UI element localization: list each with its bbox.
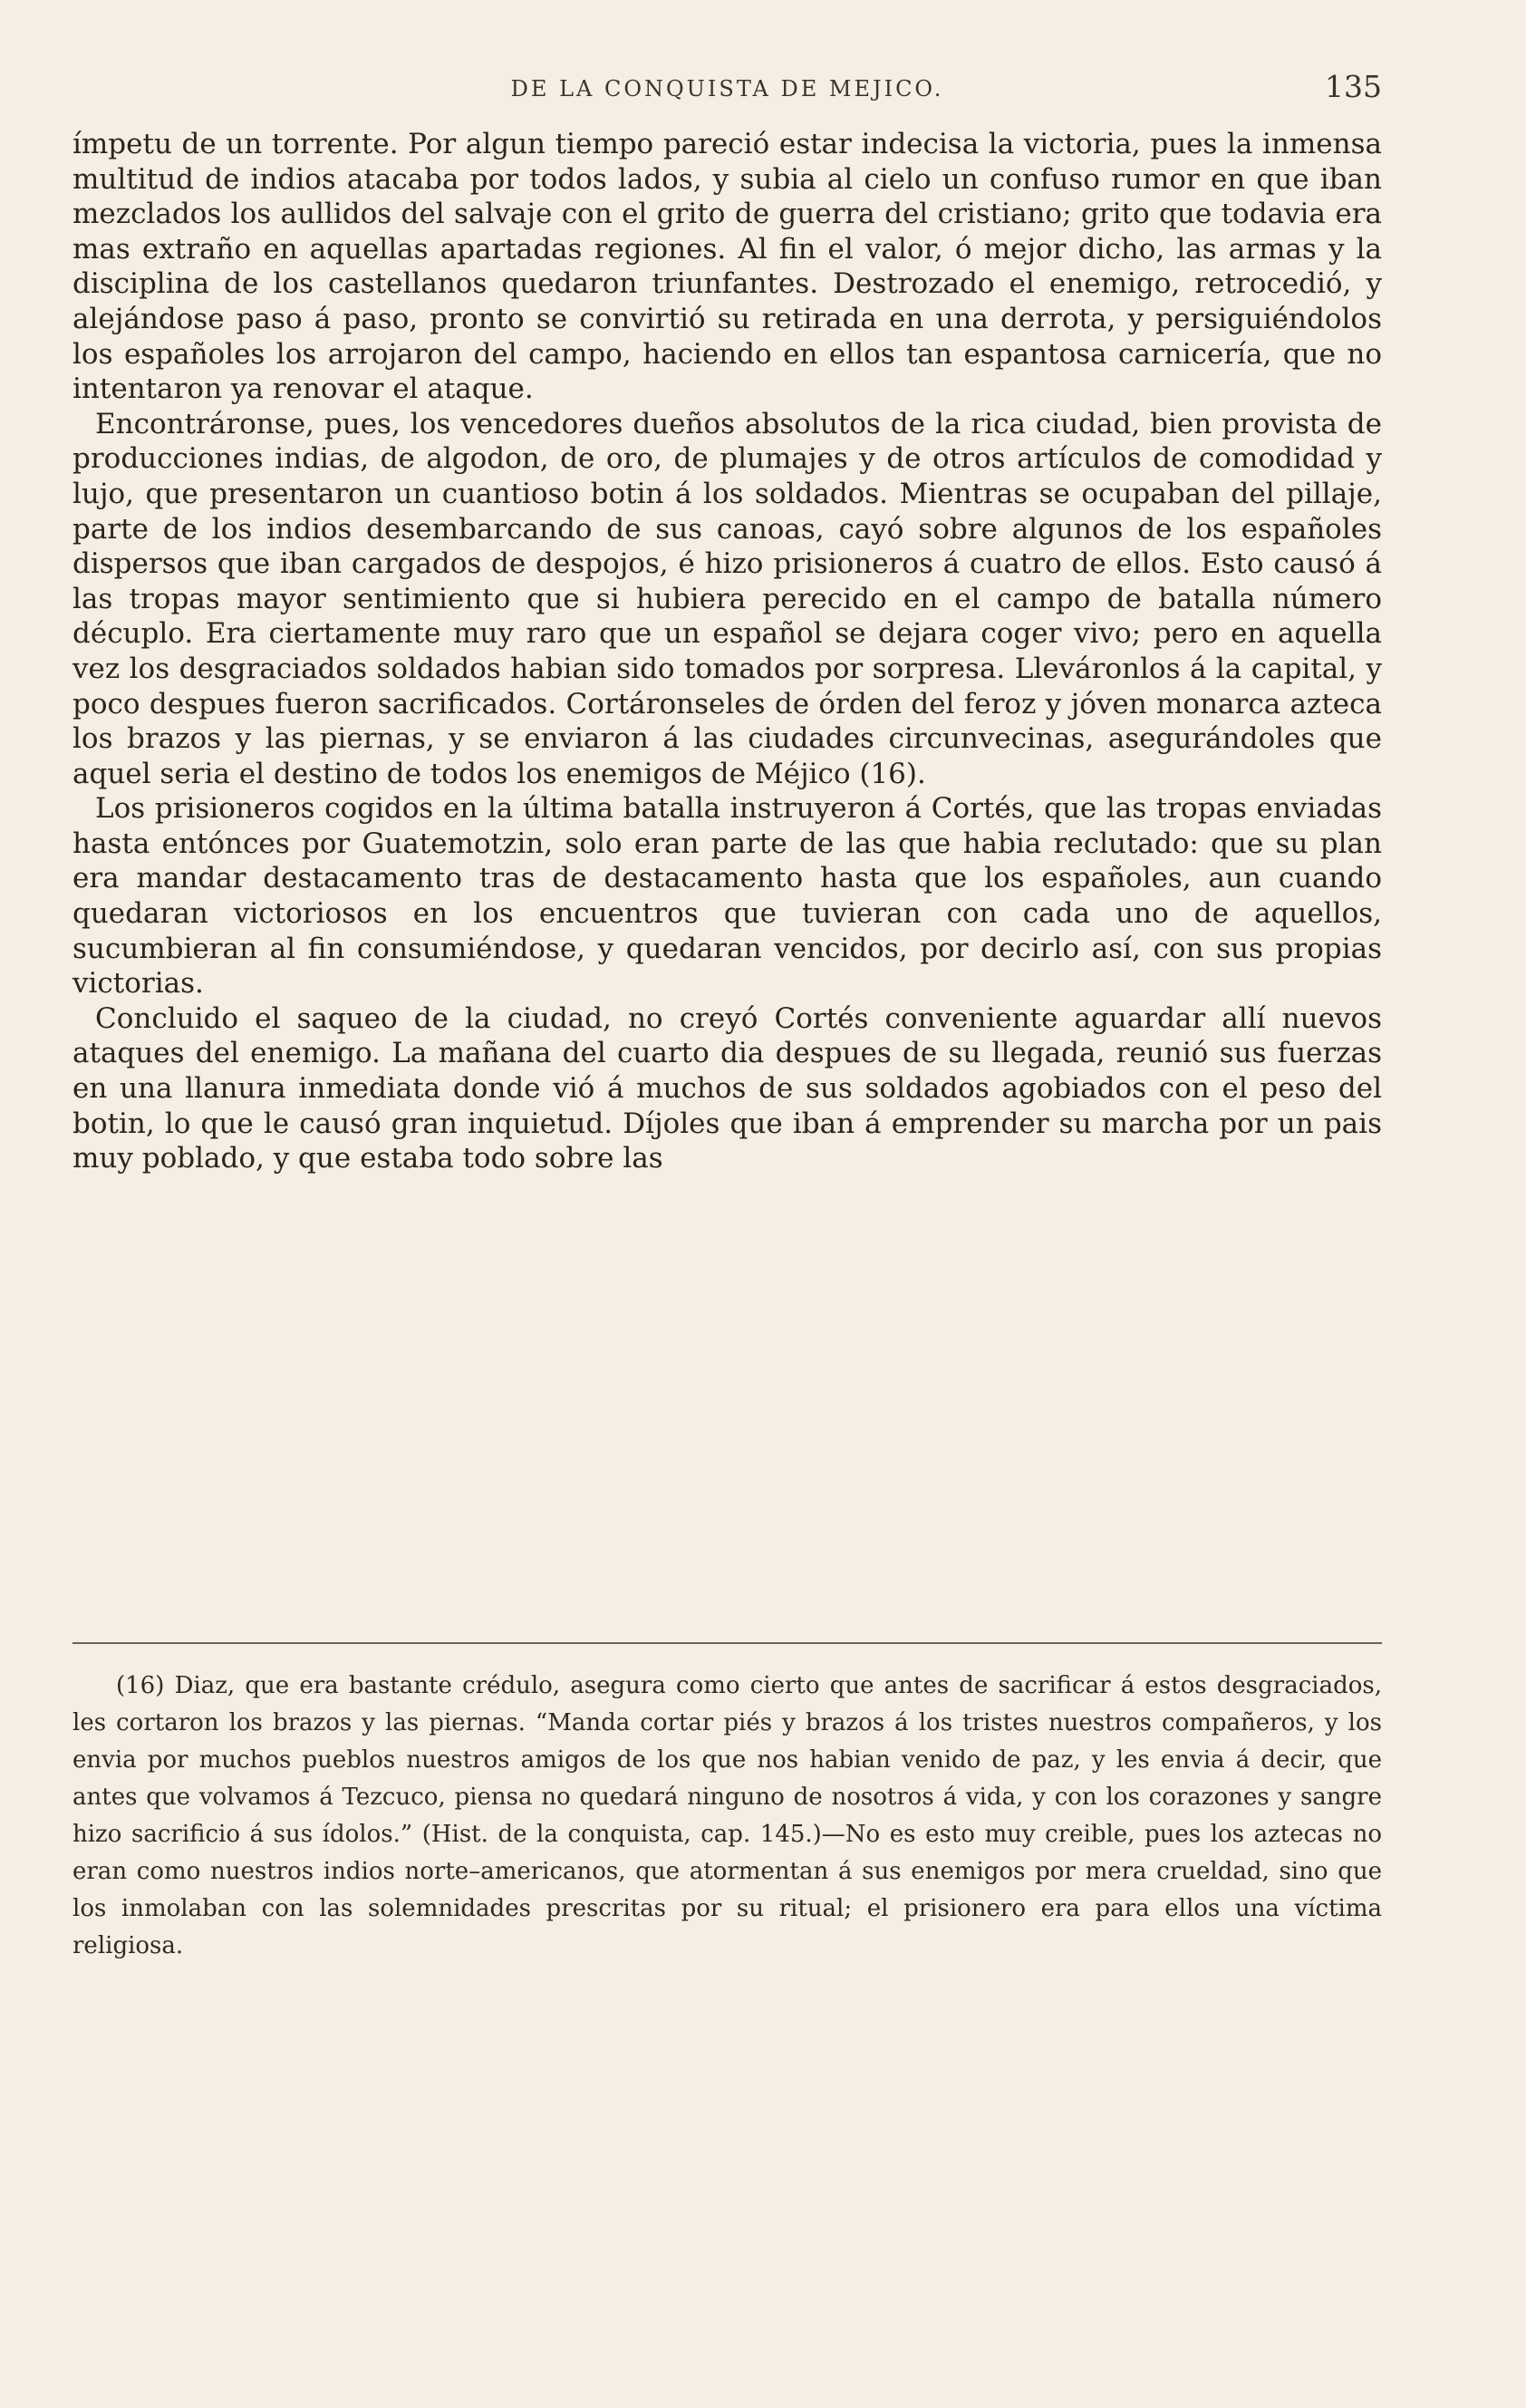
running-head: DE LA CONQUISTA DE MEJICO.: [510, 76, 944, 102]
footnote: (16) Diaz, que era bastante crédulo, asegura como cierto que antes de sacrificar á estos desgraciados, les cortaron los brazos y las piernas. “Manda cortar piés y brazos á los tristes nuestros compañeros, y los envia por muchos pueblos nuestros amigos de los que nos habian venido de paz, y les envia á decir, que antes que volvamos á Tezcuco, piensa no quedará ninguno de nosotros á vida, y con los corazones y sangre hizo sacrificio á sus ídolos.” (Hist. de la conquista, cap. 145.)—No es esto muy creible, pues los aztecas no eran como nuestros indios norte–americanos, que atormentan á sus enemigos por mera crueldad, sino que los inmolaban con las solemnidades prescritas por su ritual; el prisionero era para ellos una víctima religiosa.: [72, 1672, 1382, 1959]
paragraph: Los prisioneros cogidos en la última batalla instruyeron á Cortés, que las tropas enviadas hasta entónces por Guatemotzin, solo eran parte de las que habia reclutado: que su plan era mandar destacamento tras de destacamento hasta que los españoles, aun cuando quedaran victoriosos en los encuentros que tuvieran con cada uno de aquellos, sucumbieran al fin consumiéndose, y quedaran vencidos, por decirlo así, con sus propias victorias.: [72, 792, 1382, 1001]
footnote-divider: [72, 1642, 1382, 1644]
page-number: 135: [1325, 69, 1382, 104]
paragraph: ímpetu de un torrente. Por algun tiempo pareció estar indecisa la victoria, pues la inmensa multitud de indios atacaba por todos lados, y subia al cielo un confuso rumor en que iban mezclados los aullidos del salvaje con el grito de guerra del cristiano; grito que todavia era mas extraño en aquellas apartadas regiones. Al fin el valor, ó mejor dicho, las armas y la disciplina de los castellanos quedaron triunfantes. Destrozado el enemigo, retrocedió, y alejándose paso á paso, pronto se convirtió su retirada en una derrota, y persiguiéndolos los españoles los arrojaron del campo, haciendo en ellos tan espantosa carnicería, que no intentaron ya renovar el ataque.: [72, 128, 1382, 406]
paragraph: Encontráronse, pues, los vencedores dueños absolutos de la rica ciudad, bien provista de producciones indias, de algodon, de oro, de plumajes y de otros artículos de comodidad y lujo, que presentaron un cuantioso botin á los soldados. Mientras se ocupaban del pillaje, parte de los indios desembarcando de sus canoas, cayó sobre algunos de los españoles dispersos que iban cargados de despojos, é hizo prisioneros á cuatro de ellos. Esto causó á las tropas mayor sentimiento que si hubiera perecido en el campo de batalla número décuplo. Era ciertamente muy raro que un español se dejara coger vivo; pero en aquella vez los desgraciados soldados habian sido tomados por sorpresa. Lleváronlos á la capital, y poco despues fueron sacrificados. Cortáronseles de órden del feroz y jóven monarca azteca los brazos y las piernas, y se enviaron á las ciudades circunvecinas, asegurándoles que aquel seria el destino de todos los enemigos de Méjico (16).: [72, 407, 1382, 790]
main-text: [72, 127, 1382, 1176]
page-header: [72, 69, 1382, 123]
paragraph: Concluido el saqueo de la ciudad, no creyó Cortés conveniente aguardar allí nuevos ataques del enemigo. La mañana del cuarto dia despues de su llegada, reunió sus fuerzas en una llanura inmediata donde vió á muchos de sus soldados agobiados con el peso del botin, lo que le causó gran inquietud. Díjoles que iban á emprender su marcha por un pais muy poblado, y que estaba todo sobre las: [72, 1001, 1382, 1175]
footnotes: [72, 1668, 1382, 1965]
